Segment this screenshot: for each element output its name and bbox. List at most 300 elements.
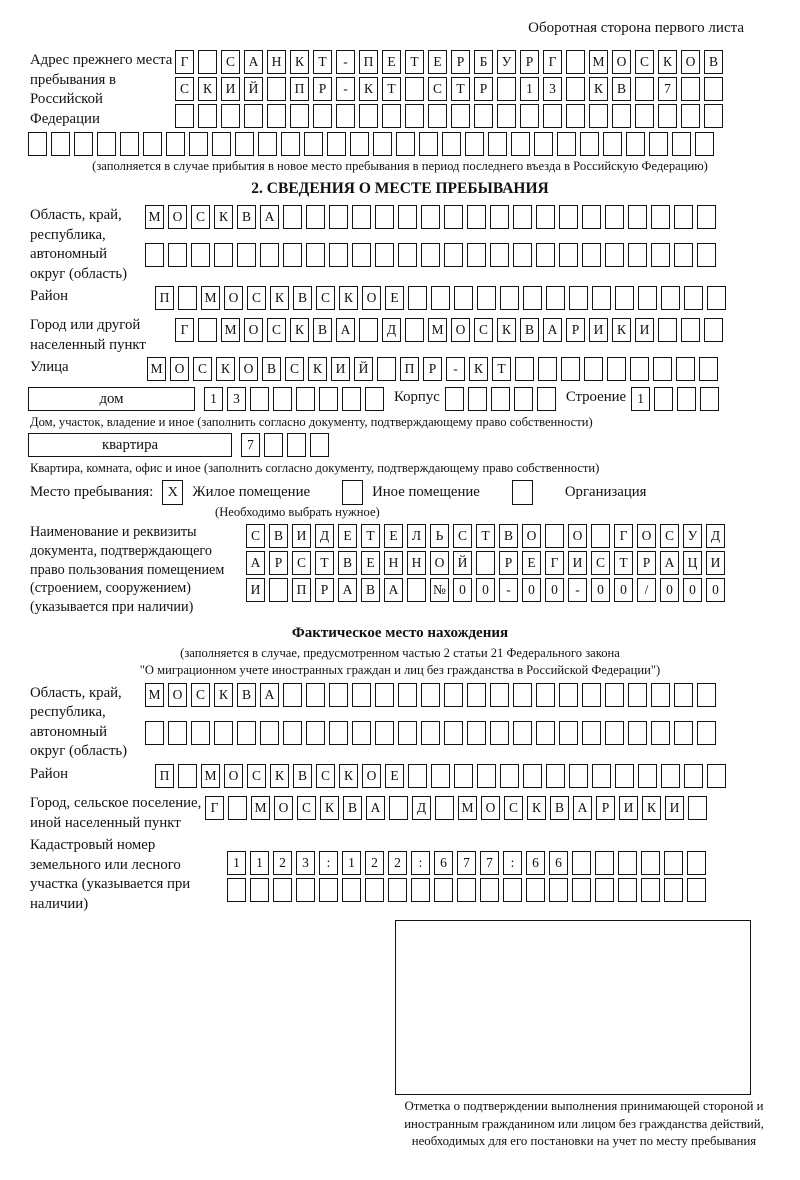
char-cell	[580, 132, 599, 156]
char-cell: 1	[520, 77, 539, 101]
char-cell	[342, 387, 361, 411]
char-cell	[480, 878, 499, 902]
char-cell: О	[568, 524, 587, 548]
fact-location-caption-1: (заполняется в случае, предусмотренном частью 2 статьи 21 Федерального закона	[180, 645, 620, 660]
char-grid-row[interactable]	[147, 357, 800, 381]
char-grid-row[interactable]	[145, 683, 800, 707]
char-grid-row[interactable]	[175, 318, 800, 342]
char-cell: М	[221, 318, 240, 342]
field-oblast	[0, 205, 800, 284]
char-grid-row[interactable]	[204, 387, 384, 411]
char-cell: :	[319, 851, 338, 875]
char-cell	[618, 878, 637, 902]
char-cell	[491, 387, 510, 411]
char-cell	[497, 77, 516, 101]
char-cell: М	[428, 318, 447, 342]
char-cell	[545, 524, 564, 548]
char-cell: О	[451, 318, 470, 342]
fact-location-caption-2: "О миграционном учете иностранных граждан и лиц без гражданства в Российской Федерации")	[139, 662, 661, 677]
char-grid-row[interactable]	[246, 578, 800, 602]
char-cell: Т	[451, 77, 470, 101]
char-cell: В	[704, 50, 723, 74]
char-cell: Д	[706, 524, 725, 548]
char-cell: П	[400, 357, 419, 381]
char-cell: :	[503, 851, 522, 875]
char-cell: А	[384, 578, 403, 602]
char-cell	[407, 578, 426, 602]
char-cell	[120, 132, 139, 156]
char-cell	[612, 104, 631, 128]
char-cell	[382, 104, 401, 128]
char-cell	[628, 243, 647, 267]
char-cell	[97, 132, 116, 156]
char-cell	[626, 132, 645, 156]
char-cell: -	[568, 578, 587, 602]
char-cell	[178, 764, 197, 788]
char-cell	[451, 104, 470, 128]
char-cell	[310, 433, 329, 457]
char-cell: Е	[385, 286, 404, 310]
char-cell: 0	[453, 578, 472, 602]
char-cell	[468, 387, 487, 411]
char-cell	[677, 387, 696, 411]
char-cell	[267, 77, 286, 101]
dom-box[interactable]: дом	[28, 387, 195, 411]
char-cell: И	[635, 318, 654, 342]
char-cell: М	[201, 286, 220, 310]
char-cell: 3	[543, 77, 562, 101]
char-cell	[398, 205, 417, 229]
char-cell	[523, 286, 542, 310]
char-cell	[651, 683, 670, 707]
char-cell: К	[290, 318, 309, 342]
char-cell	[191, 721, 210, 745]
fact-location-title: Фактическое место нахождения	[291, 624, 509, 641]
char-cell	[214, 243, 233, 267]
char-cell: Г	[175, 318, 194, 342]
char-cell	[228, 796, 247, 820]
char-cell: 2	[365, 851, 384, 875]
char-cell	[28, 132, 47, 156]
char-cell	[605, 683, 624, 707]
char-cell	[559, 683, 578, 707]
char-cell	[618, 851, 637, 875]
char-cell	[490, 205, 509, 229]
option-zhiloe-label: Жилое помещение	[192, 484, 311, 501]
char-cell	[168, 243, 187, 267]
option-inoe-label: Иное помещение	[372, 484, 480, 501]
prev-address-grid	[175, 50, 800, 131]
page-corner-note: Оборотная сторона первого листа	[528, 20, 744, 36]
char-cell	[329, 243, 348, 267]
char-cell: П	[155, 764, 174, 788]
char-cell: М	[145, 683, 164, 707]
char-cell	[697, 683, 716, 707]
char-cell	[543, 104, 562, 128]
char-cell: М	[458, 796, 477, 820]
char-cell: И	[292, 524, 311, 548]
char-cell: Г	[543, 50, 562, 74]
char-cell	[260, 243, 279, 267]
char-cell: В	[612, 77, 631, 101]
char-cell	[237, 721, 256, 745]
char-cell	[477, 764, 496, 788]
char-grid-row[interactable]	[227, 878, 800, 902]
char-cell: 0	[706, 578, 725, 602]
char-cell	[582, 721, 601, 745]
char-cell	[500, 764, 519, 788]
char-cell: К	[359, 77, 378, 101]
char-cell	[244, 104, 263, 128]
char-cell	[559, 243, 578, 267]
char-cell	[536, 205, 555, 229]
char-cell	[474, 104, 493, 128]
char-cell	[267, 104, 286, 128]
char-cell	[615, 764, 634, 788]
char-grid-row[interactable]	[0, 132, 800, 156]
char-grid-row[interactable]	[246, 551, 800, 575]
char-grid-row[interactable]	[145, 721, 800, 745]
char-cell	[557, 132, 576, 156]
char-cell	[405, 318, 424, 342]
char-cell	[421, 683, 440, 707]
char-cell: Б	[474, 50, 493, 74]
char-cell: Д	[412, 796, 431, 820]
char-cell	[405, 104, 424, 128]
char-cell: 1	[342, 851, 361, 875]
char-cell	[674, 683, 693, 707]
char-cell: М	[145, 205, 164, 229]
char-cell	[306, 683, 325, 707]
prev-address-caption: (заполняется в случае прибытия в новое место пребывания в период последнего въезда в Российскую Федерацию)	[92, 159, 708, 173]
char-cell: И	[331, 357, 350, 381]
char-cell: -	[336, 50, 355, 74]
char-cell	[672, 132, 691, 156]
char-cell	[359, 104, 378, 128]
kvartira-box[interactable]: квартира	[28, 433, 232, 457]
char-cell	[319, 878, 338, 902]
char-cell: И	[619, 796, 638, 820]
char-cell	[681, 104, 700, 128]
char-grid-row[interactable]	[145, 205, 800, 229]
char-cell	[630, 357, 649, 381]
field-mesto-prebyvaniya	[0, 480, 800, 505]
char-cell: А	[543, 318, 562, 342]
char-cell	[704, 77, 723, 101]
char-cell	[350, 132, 369, 156]
char-cell	[638, 764, 657, 788]
char-cell	[444, 721, 463, 745]
char-cell	[490, 721, 509, 745]
char-cell	[283, 721, 302, 745]
char-cell	[145, 243, 164, 267]
char-cell: 6	[526, 851, 545, 875]
char-cell: А	[260, 205, 279, 229]
char-cell: 7	[457, 851, 476, 875]
char-cell: О	[274, 796, 293, 820]
char-cell	[513, 243, 532, 267]
char-grid-row[interactable]	[175, 104, 800, 128]
char-cell: И	[706, 551, 725, 575]
char-cell	[359, 318, 378, 342]
char-cell: О	[224, 286, 243, 310]
char-cell: /	[637, 578, 656, 602]
char-cell: К	[320, 796, 339, 820]
char-cell	[405, 77, 424, 101]
char-cell: Е	[522, 551, 541, 575]
char-cell	[74, 132, 93, 156]
char-grid-row[interactable]	[155, 286, 800, 310]
char-cell: 0	[591, 578, 610, 602]
field-ulitsa	[0, 357, 800, 384]
char-cell	[365, 878, 384, 902]
char-grid-row[interactable]	[246, 524, 800, 548]
char-cell: Е	[361, 551, 380, 575]
char-grid-row[interactable]	[155, 764, 800, 788]
char-cell: Т	[476, 524, 495, 548]
char-cell	[296, 878, 315, 902]
char-cell	[607, 357, 626, 381]
char-cell	[250, 878, 269, 902]
checkbox-zhiloe[interactable]: X	[162, 480, 183, 505]
char-cell	[283, 243, 302, 267]
char-cell	[290, 104, 309, 128]
char-cell	[273, 878, 292, 902]
char-cell	[520, 104, 539, 128]
char-cell	[658, 318, 677, 342]
char-cell: В	[520, 318, 539, 342]
char-cell	[445, 387, 464, 411]
char-cell: 7	[480, 851, 499, 875]
char-grid-row[interactable]	[205, 796, 800, 820]
char-cell	[699, 357, 718, 381]
char-cell	[327, 132, 346, 156]
char-cell: А	[660, 551, 679, 575]
char-cell	[559, 205, 578, 229]
char-cell	[51, 132, 70, 156]
char-cell: Т	[313, 50, 332, 74]
char-cell	[306, 243, 325, 267]
char-cell: Г	[614, 524, 633, 548]
char-cell: М	[251, 796, 270, 820]
char-cell: И	[665, 796, 684, 820]
char-cell	[352, 243, 371, 267]
char-cell: 0	[545, 578, 564, 602]
char-cell	[635, 77, 654, 101]
field-fact-gorod	[0, 793, 800, 833]
char-cell: 1	[227, 851, 246, 875]
char-cell	[408, 764, 427, 788]
char-cell: К	[270, 764, 289, 788]
char-cell: 0	[522, 578, 541, 602]
char-cell	[178, 286, 197, 310]
char-cell	[352, 205, 371, 229]
char-cell: О	[522, 524, 541, 548]
oblast-grid	[145, 205, 800, 284]
char-cell: Р	[474, 77, 493, 101]
char-grid-row[interactable]	[227, 851, 800, 875]
char-cell: О	[362, 286, 381, 310]
char-cell	[707, 764, 726, 788]
char-cell: Н	[267, 50, 286, 74]
char-cell: И	[246, 578, 265, 602]
char-cell	[488, 132, 507, 156]
mesto-note: (Необходимо выбрать нужное)	[215, 505, 380, 520]
char-cell	[695, 132, 714, 156]
char-cell: Т	[315, 551, 334, 575]
char-cell	[198, 50, 217, 74]
char-cell: С	[246, 524, 265, 548]
char-cell: Ь	[430, 524, 449, 548]
char-cell	[264, 433, 283, 457]
char-cell	[467, 243, 486, 267]
char-cell: К	[642, 796, 661, 820]
char-cell: В	[262, 357, 281, 381]
char-cell: В	[338, 551, 357, 575]
char-cell	[175, 104, 194, 128]
char-cell	[582, 243, 601, 267]
char-cell: К	[214, 205, 233, 229]
char-cell: П	[292, 578, 311, 602]
char-cell: К	[497, 318, 516, 342]
char-cell	[342, 878, 361, 902]
char-cell	[641, 878, 660, 902]
prev-address-label: Адрес прежнего места пребывания в Российской Федерации	[30, 52, 173, 127]
char-cell: О	[681, 50, 700, 74]
char-cell: Е	[384, 524, 403, 548]
char-cell	[388, 878, 407, 902]
char-cell: О	[637, 524, 656, 548]
char-cell: Г	[205, 796, 224, 820]
char-cell: Т	[405, 50, 424, 74]
char-grid-row[interactable]	[241, 433, 329, 457]
char-cell: О	[168, 205, 187, 229]
char-cell	[273, 387, 292, 411]
char-cell: Р	[637, 551, 656, 575]
char-cell	[628, 721, 647, 745]
char-cell	[566, 77, 585, 101]
char-cell: Й	[453, 551, 472, 575]
char-cell: Р	[520, 50, 539, 74]
char-cell	[684, 286, 703, 310]
char-cell	[569, 764, 588, 788]
char-cell: С	[428, 77, 447, 101]
char-cell: Д	[315, 524, 334, 548]
char-cell	[431, 286, 450, 310]
char-grid-row[interactable]	[445, 387, 556, 411]
char-grid-row[interactable]	[631, 387, 719, 411]
char-cell: Т	[492, 357, 511, 381]
char-cell	[373, 132, 392, 156]
char-cell	[684, 764, 703, 788]
char-cell	[490, 683, 509, 707]
char-cell: С	[193, 357, 212, 381]
char-cell: В	[313, 318, 332, 342]
char-cell: К	[198, 77, 217, 101]
char-cell	[628, 205, 647, 229]
char-cell: И	[568, 551, 587, 575]
char-cell: П	[359, 50, 378, 74]
checkbox-inoe[interactable]	[342, 480, 363, 505]
char-cell	[444, 683, 463, 707]
char-grid-row[interactable]	[145, 243, 800, 267]
char-cell	[537, 387, 556, 411]
char-cell	[549, 878, 568, 902]
char-cell: К	[270, 286, 289, 310]
char-cell: Н	[384, 551, 403, 575]
char-cell: 1	[250, 851, 269, 875]
char-cell: Г	[545, 551, 564, 575]
char-cell	[635, 104, 654, 128]
char-cell: Е	[382, 50, 401, 74]
char-cell: Т	[382, 77, 401, 101]
char-cell	[511, 132, 530, 156]
char-cell	[221, 104, 240, 128]
char-cell: М	[147, 357, 166, 381]
char-cell	[258, 132, 277, 156]
char-cell	[664, 878, 683, 902]
char-cell	[467, 205, 486, 229]
char-cell	[398, 683, 417, 707]
fact-oblast-grid	[145, 683, 800, 762]
char-cell: О	[481, 796, 500, 820]
char-cell	[503, 878, 522, 902]
char-cell: С	[453, 524, 472, 548]
char-cell: К	[527, 796, 546, 820]
ulitsa-label: Улица	[30, 359, 69, 376]
char-cell	[653, 357, 672, 381]
char-cell	[398, 243, 417, 267]
char-cell	[352, 721, 371, 745]
char-cell: О	[362, 764, 381, 788]
char-cell: Е	[385, 764, 404, 788]
char-cell: К	[290, 50, 309, 74]
char-cell	[651, 243, 670, 267]
char-cell	[306, 205, 325, 229]
char-cell	[227, 878, 246, 902]
char-cell: П	[155, 286, 174, 310]
char-cell	[283, 205, 302, 229]
char-cell	[306, 721, 325, 745]
char-cell: Р	[499, 551, 518, 575]
char-cell	[559, 721, 578, 745]
char-cell	[589, 104, 608, 128]
char-cell	[605, 721, 624, 745]
char-cell	[198, 318, 217, 342]
char-cell: О	[612, 50, 631, 74]
char-cell	[615, 286, 634, 310]
char-cell	[628, 683, 647, 707]
char-grid-row[interactable]	[175, 77, 800, 101]
char-cell: К	[308, 357, 327, 381]
char-cell	[143, 132, 162, 156]
char-grid-row[interactable]	[175, 50, 800, 74]
char-cell: О	[239, 357, 258, 381]
stroenie-label: Строение	[565, 389, 627, 406]
gorod-label: Город или другой населенный пункт	[30, 317, 146, 353]
field-fact-oblast	[0, 683, 800, 762]
char-cell: С	[474, 318, 493, 342]
char-cell: И	[589, 318, 608, 342]
char-cell	[687, 878, 706, 902]
char-cell	[329, 205, 348, 229]
char-cell	[603, 132, 622, 156]
char-cell	[536, 243, 555, 267]
char-cell	[329, 721, 348, 745]
checkbox-organizatsiya[interactable]	[512, 480, 533, 505]
char-cell	[654, 387, 673, 411]
document-label: Наименование и реквизиты документа, подтверждающего право пользования помещением (строением, сооружением) (указывается при наличии)	[30, 524, 225, 616]
